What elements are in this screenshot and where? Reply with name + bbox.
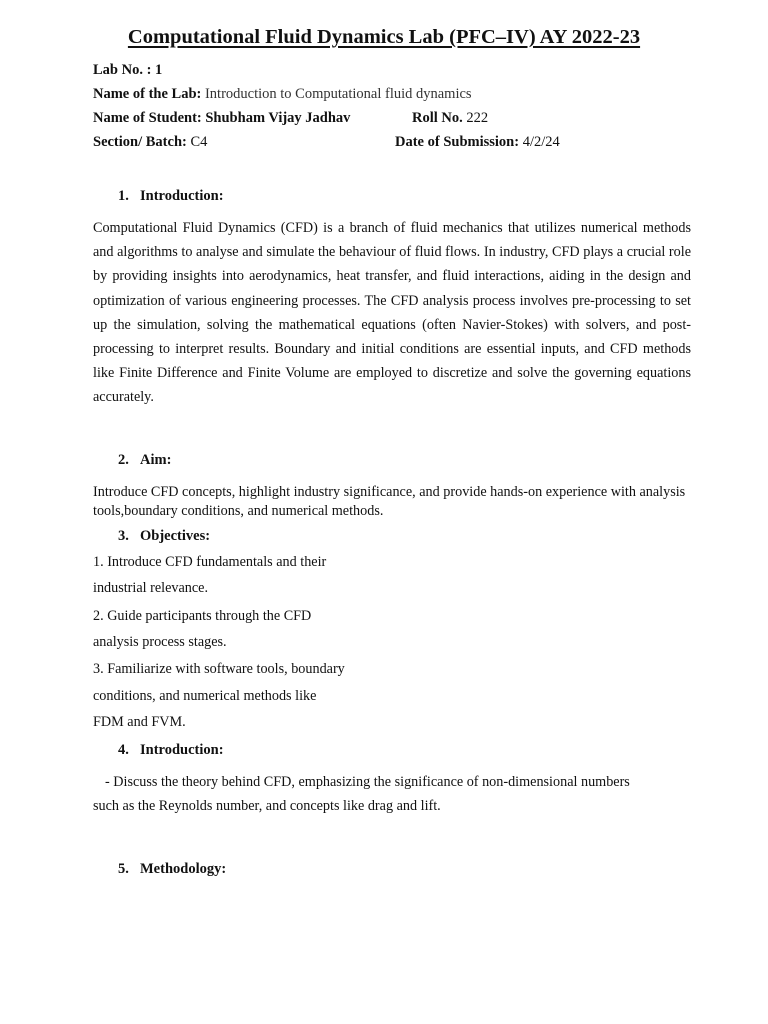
submission-row bbox=[395, 134, 560, 151]
theory-line: such as the Reynolds number, and concepts like drag and lift. bbox=[93, 798, 441, 814]
aim-paragraph: Introduce CFD concepts, highlight industry significance, and provide hands-on experience with analysis tools,boundary conditions, and numerical methods. bbox=[93, 484, 686, 519]
section-title: Introduction: bbox=[140, 742, 224, 758]
submission-value: 4/2/24 bbox=[522, 134, 560, 150]
roll-row bbox=[412, 110, 488, 127]
section-value: C4 bbox=[190, 134, 208, 150]
lab-number-label: Lab No. : 1 bbox=[93, 62, 163, 78]
section-heading-methodology bbox=[118, 861, 226, 878]
section-heading-introduction bbox=[118, 188, 224, 205]
section-title: Objectives: bbox=[140, 528, 211, 544]
document-title: Computational Fluid Dynamics Lab (PFC–IV) AY 2022-23 bbox=[127, 26, 641, 48]
lab-number bbox=[93, 62, 162, 79]
lab-name-value: Introduction to Computational fluid dynamics bbox=[204, 86, 472, 102]
objective-line: industrial relevance. bbox=[93, 580, 209, 596]
section-label: Section/ Batch: bbox=[93, 134, 187, 150]
objective-line: 1. Introduce CFD fundamentals and their bbox=[93, 554, 327, 570]
section-row bbox=[93, 134, 207, 151]
section-number: 3. bbox=[118, 528, 129, 544]
student-row bbox=[93, 110, 350, 127]
section-title: Aim: bbox=[140, 452, 172, 468]
objective-line: analysis process stages. bbox=[93, 634, 227, 650]
objective-line: FDM and FVM. bbox=[93, 714, 186, 730]
section-number: 4. bbox=[118, 742, 129, 758]
roll-label: Roll No. bbox=[412, 110, 463, 126]
section-heading-aim bbox=[118, 452, 171, 469]
lab-name-label: Name of the Lab: bbox=[93, 86, 202, 102]
section-title: Introduction: bbox=[140, 188, 224, 204]
objective-line: 2. Guide participants through the CFD bbox=[93, 608, 312, 624]
submission-label: Date of Submission: bbox=[395, 134, 520, 150]
introduction-paragraph: Computational Fluid Dynamics (CFD) is a branch of fluid mechanics that utilizes numerical methods and algorithms to analyse and simulate the behaviour of fluid flows. In industry, CFD plays a crucial role by providing insights into aerodynamics, heat transfer, and fluid interactions, aiding in the design and optimization of various engineering processes. The CFD analysis process involves pre-processing to set up the simulation, solving the mathematical equations (often Navier-Stokes) with solvers, and post-processing to interpret results. Boundary and initial conditions are essential inputs, and CFD methods like Finite Difference and Finite Volume are employed to discretize and solve the governing equations accurately. bbox=[93, 220, 691, 406]
objective-line: 3. Familiarize with software tools, boundary bbox=[93, 661, 345, 677]
objective-line: conditions, and numerical methods like bbox=[93, 688, 317, 704]
lab-name-row bbox=[93, 86, 472, 103]
student-label: Name of Student: Shubham Vijay Jadhav bbox=[93, 110, 351, 126]
roll-value: 222 bbox=[466, 110, 489, 126]
section-heading-introduction-2 bbox=[118, 742, 224, 759]
section-heading-objectives bbox=[118, 528, 210, 545]
section-number: 1. bbox=[118, 188, 129, 204]
theory-line: - Discuss the theory behind CFD, emphasizing the significance of non-dimensional numbers bbox=[105, 774, 630, 790]
section-number: 2. bbox=[118, 452, 129, 468]
section-title: Methodology: bbox=[140, 861, 227, 877]
section-number: 5. bbox=[118, 861, 129, 877]
